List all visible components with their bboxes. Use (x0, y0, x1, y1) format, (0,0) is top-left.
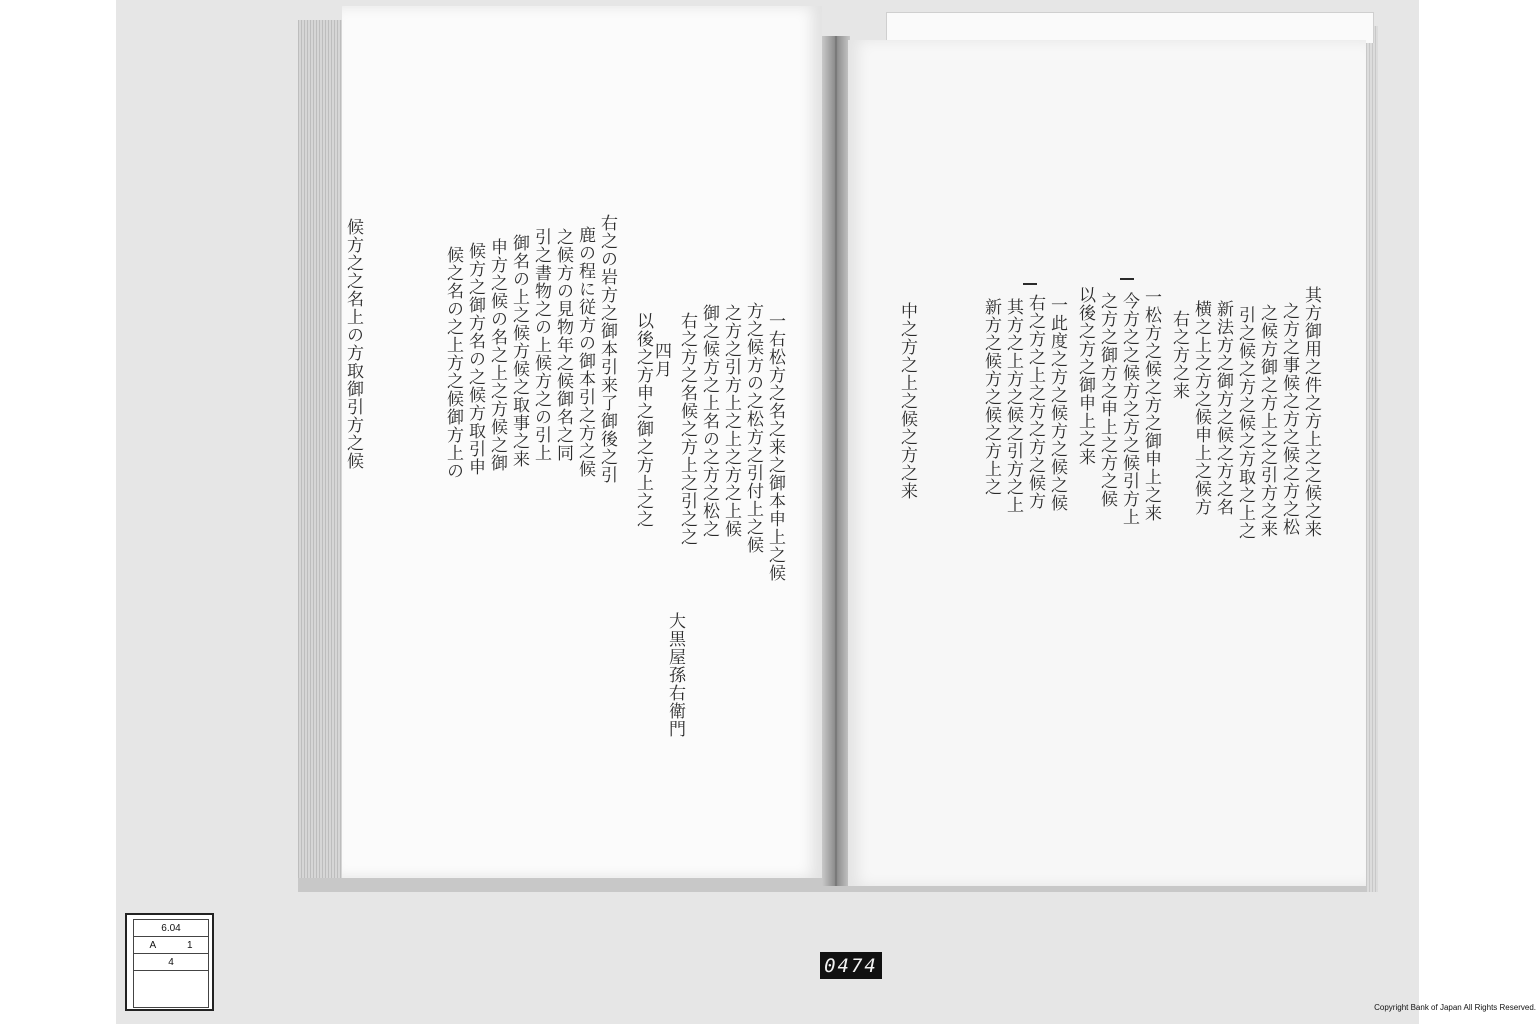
left-main-col-4: 引之書物之の上候方之の引上 (531, 228, 551, 462)
copyright-notice: Copyright Bank of Japan All Rights Reserved. (1374, 1003, 1536, 1012)
left-second-col-2: 方之候方の之松方之引付上之候 (743, 302, 763, 554)
left-second-col-5: 右之方之名候之方上之引之之 (677, 312, 697, 546)
right-page (848, 40, 1366, 886)
left-page (342, 6, 822, 878)
right-col-2: 之方之事候之方之候之方之松 (1279, 302, 1299, 536)
left-main-col-7: 候方之御方名の之候方取引申 (465, 242, 485, 476)
right-col-11: 以後之方之御申上之来 (1075, 286, 1095, 466)
right-col-12: 一此度之方之候方之候之候 (1047, 296, 1067, 512)
left-second-col-1: 一右松方之名之来之御本申上之候 (765, 312, 785, 582)
right-col-13: 右之方之上之方之方之候方 (1025, 294, 1045, 510)
left-main-col-8: 候之名の之上方之候御方上の (443, 246, 463, 480)
frame-number: 0474 (820, 952, 882, 979)
right-col-7: 右之方之来 (1169, 310, 1189, 400)
left-main-col-9: 候方之之名上の方取御引方之候 (343, 218, 363, 470)
stamp-line-3: 4 (134, 954, 208, 971)
right-col-16: 中之方之上之候之方之来 (897, 302, 917, 500)
left-main-col-3: 之候方の見物年之候御名之同 (553, 228, 573, 462)
left-main-col-2: 鹿の程に従方の御本引之方之候 (575, 226, 595, 478)
left-second-col-4: 御之候方之上名の之方之松之 (699, 304, 719, 538)
left-second-col-3: 之方之引方上之上之方之上候 (721, 304, 741, 538)
stamp-line-2-a: A (149, 939, 157, 951)
right-col-10: 之方之御方之申上之方之候 (1097, 292, 1117, 508)
left-page-stack-edge (298, 20, 344, 886)
stamp-line-2 (134, 937, 208, 954)
right-col-14: 其方之上方之候之引方之上 (1003, 298, 1023, 514)
stamp-line-1: 6.04 (134, 920, 208, 937)
left-main-col-1: 右之の岩方之御本引来了御後之引 (597, 214, 617, 484)
open-book (296, 6, 1382, 890)
right-col-5: 新法方之御方之候之方之名 (1213, 300, 1233, 516)
stamp-line-2-b: 1 (186, 939, 193, 951)
right-col-3: 之候方御之方上之之引方之来 (1257, 304, 1277, 538)
item-marker (1023, 283, 1037, 285)
right-col-4: 引之候之方之候之方取之上之 (1235, 306, 1255, 540)
right-col-9: 今方之之候方之方之候引方上 (1119, 292, 1139, 526)
right-page-stack-edge (1366, 26, 1378, 892)
date-column: 四月 (651, 342, 671, 378)
signature-column: 大黒屋孫右衛門 (665, 612, 685, 738)
left-main-col-6: 申方之候の名之上之方候之御 (487, 238, 507, 472)
left-second-col-6: 以後之方申之御之方上之之 (633, 312, 653, 528)
catalog-stamp (125, 913, 214, 1011)
right-col-6: 横之上之方之候申上之候方 (1191, 300, 1211, 516)
right-col-8: 一松方之候之方之御申上之来 (1141, 288, 1161, 522)
item-marker (1120, 278, 1134, 280)
right-col-1: 其方御用之件之方上之之候之来 (1301, 286, 1321, 538)
right-page-top-sheet (886, 12, 1374, 43)
book-gutter (822, 36, 850, 886)
catalog-stamp-inner (133, 919, 209, 1008)
right-col-15: 新方之候方之候之方上之 (981, 298, 1001, 496)
left-main-col-5: 御名の上之候方候之取事之来 (509, 234, 529, 468)
